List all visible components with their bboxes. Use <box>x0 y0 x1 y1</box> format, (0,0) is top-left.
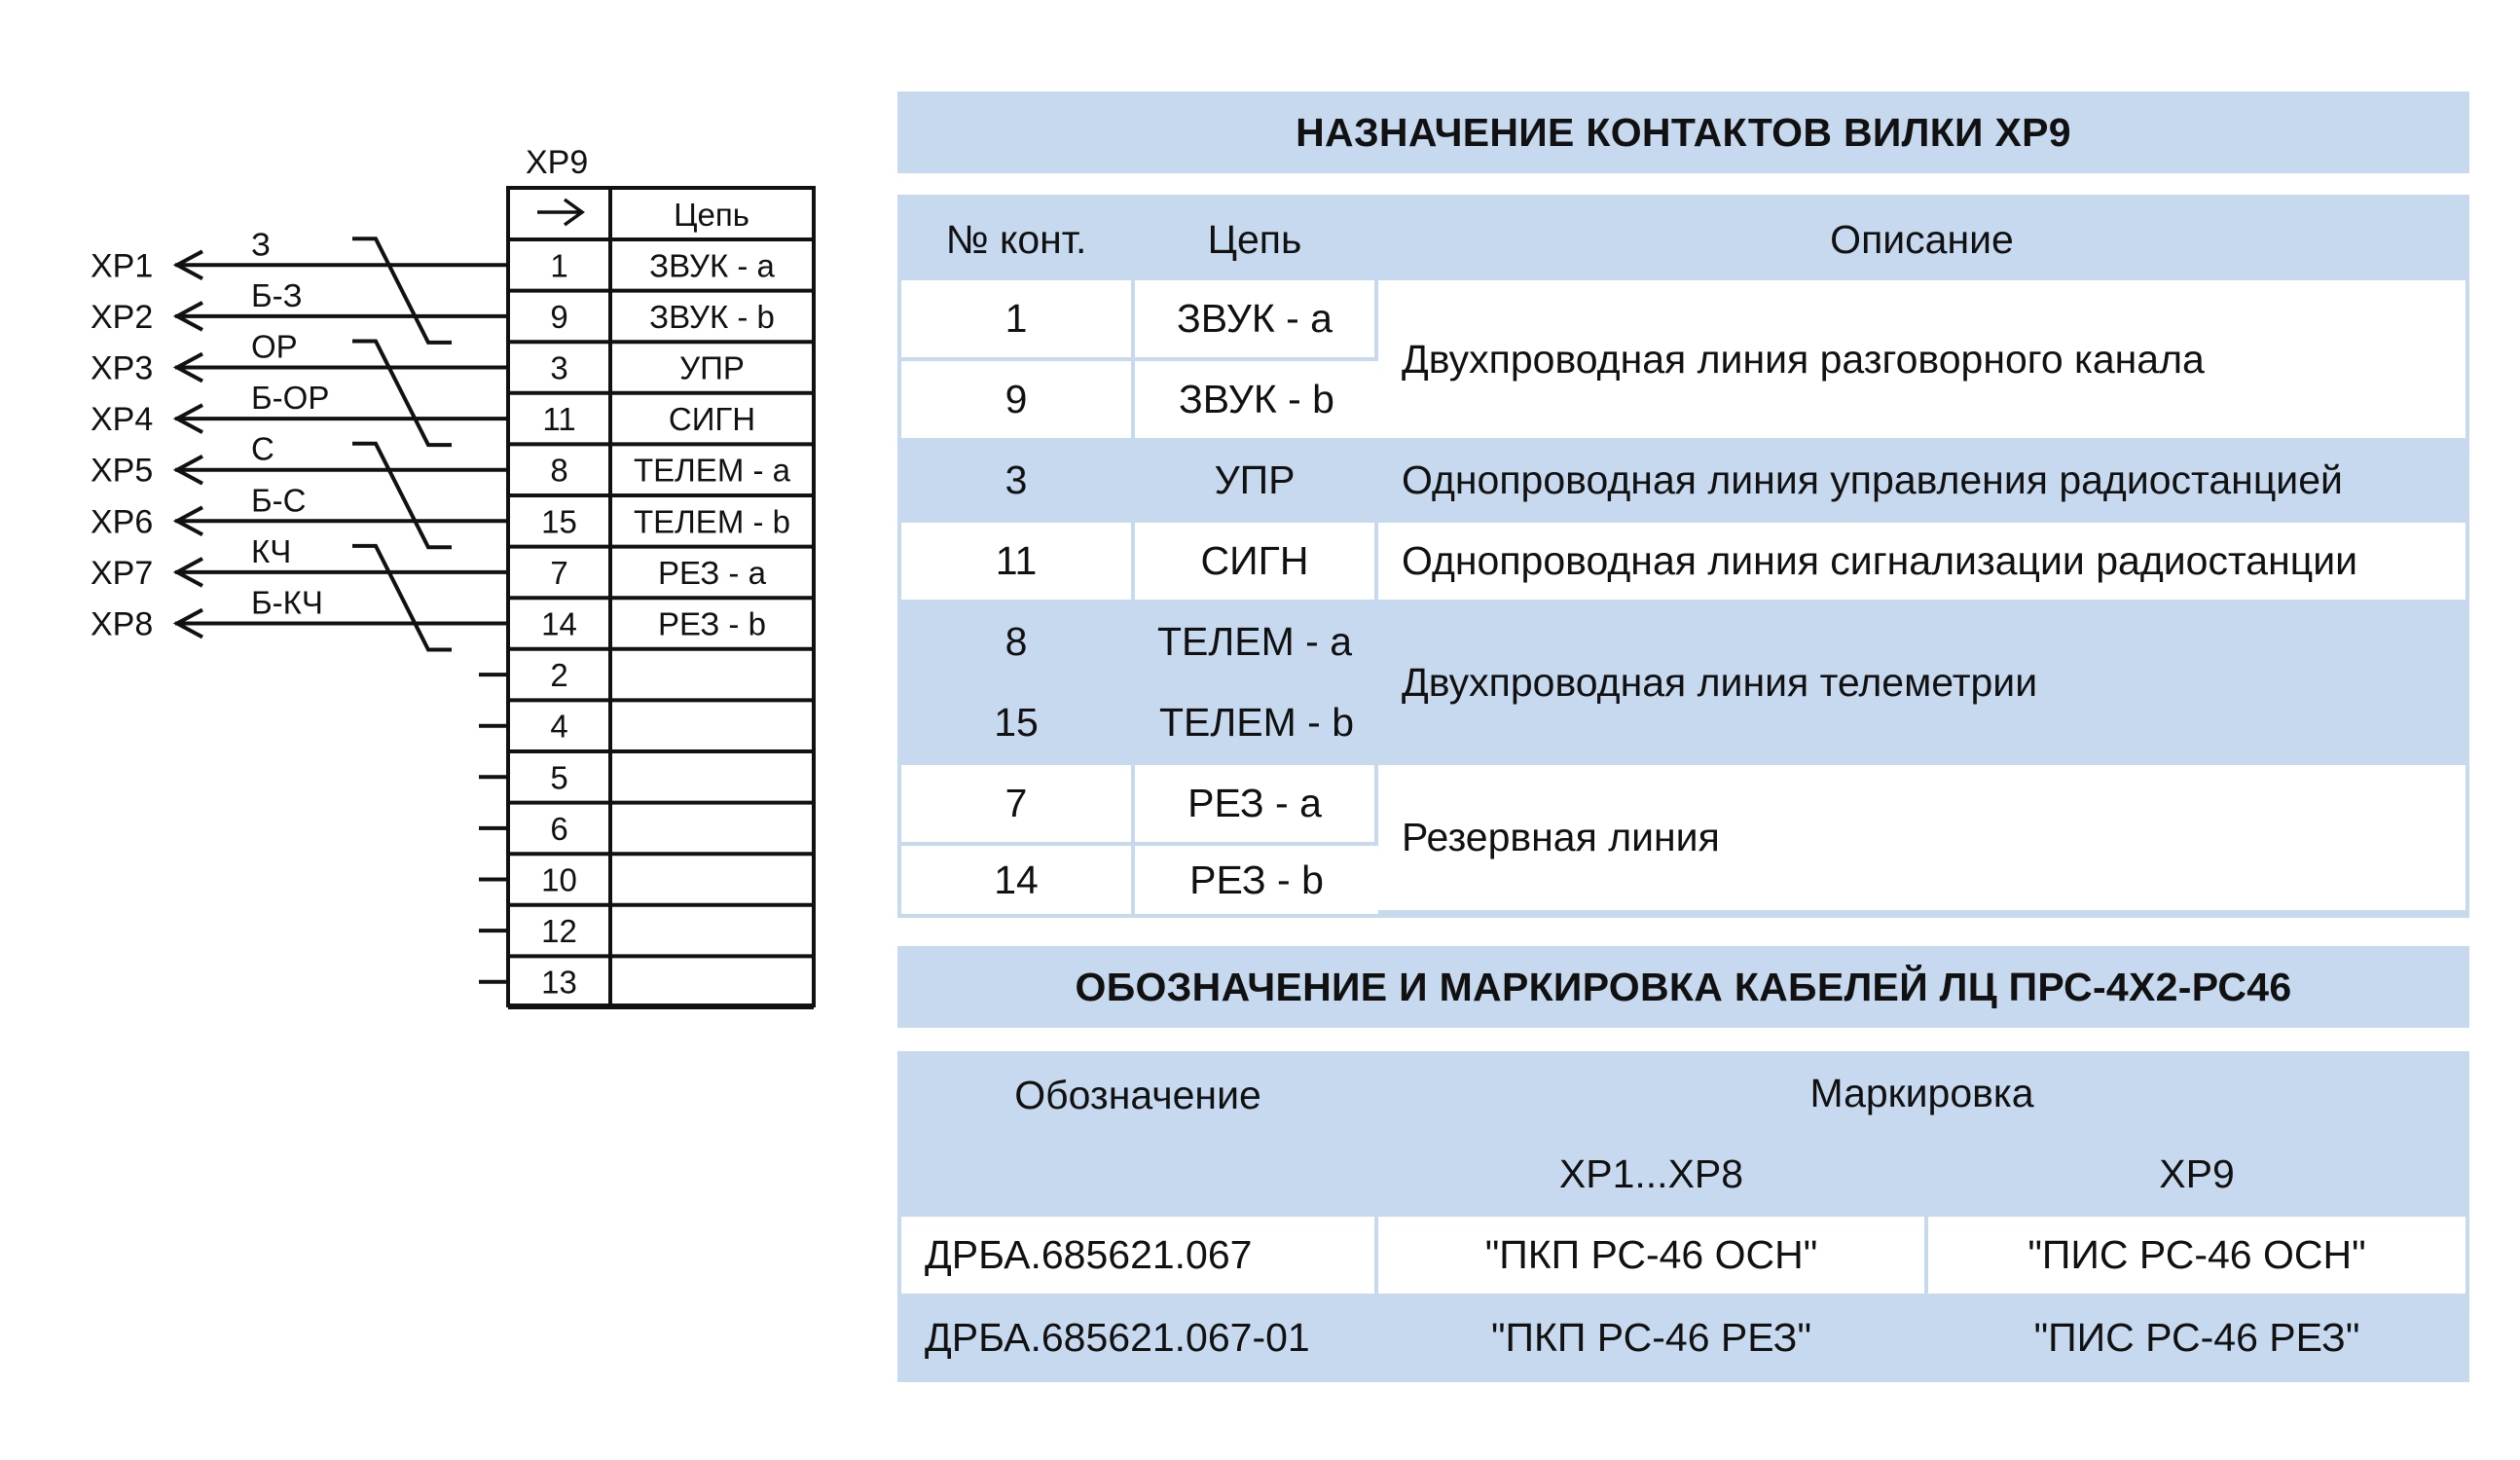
connector-pin-circuit: ТЕЛЕМ - b <box>633 503 791 540</box>
connector-pin-number: 10 <box>541 861 577 898</box>
pin-table-title: НАЗНАЧЕНИЕ КОНТАКТОВ ВИЛКИ ХР9 <box>897 91 2469 173</box>
wiring-diagram <box>0 0 876 1032</box>
connector-pin-number: 2 <box>550 657 568 694</box>
table-row <box>901 603 2465 684</box>
connector-pin-number: 11 <box>542 401 576 438</box>
plug-label: ХР2 <box>91 298 154 336</box>
column-header-xp9: ХР9 <box>1928 1136 2465 1217</box>
circuit-cell: ЗВУК - b <box>1135 361 1378 442</box>
wire-label: Б-З <box>251 276 303 313</box>
table-row <box>901 523 2465 603</box>
description-cell: Резервная линия <box>1378 765 2465 914</box>
column-header-xp1-8: ХР1...ХР8 <box>1378 1136 1928 1217</box>
plug-label: ХР5 <box>91 452 154 490</box>
wire-label: З <box>251 226 271 263</box>
circuit-cell: РЕЗ - a <box>1135 765 1378 846</box>
connector-pin-number: 15 <box>541 503 577 540</box>
table-header-row <box>901 1055 2465 1136</box>
circuit-cell: ТЕЛЕМ - a <box>1135 603 1378 684</box>
circuit-cell: ЗВУК - a <box>1135 280 1378 361</box>
connector-pin-number: 6 <box>550 810 568 847</box>
table-row <box>901 280 2465 361</box>
connector-label: ХР9 <box>526 144 589 181</box>
connector-pin-circuit: РЕЗ - a <box>658 554 766 591</box>
plug-label: ХР4 <box>91 401 154 439</box>
table-row <box>901 1217 2465 1297</box>
pin-cell: 14 <box>901 846 1135 914</box>
connector-pin-number: 5 <box>550 759 568 796</box>
pin-assignment-table <box>897 195 2469 918</box>
description-cell: Однопроводная линия сигнализации радиостанции <box>1378 523 2465 603</box>
connector-pin-circuit: УПР <box>679 349 745 386</box>
plug-label: ХР7 <box>91 554 154 592</box>
table-row <box>901 765 2465 846</box>
plug-label: ХР8 <box>91 605 154 643</box>
column-header-circuit: Цепь <box>1135 199 1378 280</box>
column-header-pin: № конт. <box>901 199 1135 280</box>
connector-pin-number: 14 <box>541 605 577 642</box>
wire-label: Б-ОР <box>251 380 330 417</box>
plug-label: ХР6 <box>91 503 154 541</box>
connector-pin-number: 1 <box>550 247 568 284</box>
pin-cell: 7 <box>901 765 1135 846</box>
pin-cell: 8 <box>901 603 1135 684</box>
designation-cell: ДРБА.685621.067-01 <box>901 1297 1378 1378</box>
cable-table-title: ОБОЗНАЧЕНИЕ И МАРКИРОВКА КАБЕЛЕЙ ЛЦ ПРС-4Х2-РС46 <box>897 946 2469 1028</box>
circuit-cell: СИГН <box>1135 523 1378 603</box>
pin-cell: 1 <box>901 280 1135 361</box>
pin-cell: 11 <box>901 523 1135 603</box>
pin-cell: 15 <box>901 684 1135 765</box>
pin-cell: 9 <box>901 361 1135 442</box>
column-header-marking: Маркировка <box>1378 1055 2465 1136</box>
circuit-cell: РЕЗ - b <box>1189 857 1324 902</box>
table-row <box>901 1297 2465 1378</box>
connector-pin-circuit: ЗВУК - b <box>649 298 775 335</box>
twisted-pair-mark <box>352 238 452 343</box>
connector-header-circuit: Цепь <box>674 197 749 233</box>
wire-label: ОР <box>251 328 298 365</box>
column-header-description: Описание <box>1830 216 2014 262</box>
table-subheader-row <box>901 1136 2465 1217</box>
empty-cell <box>901 1136 1378 1217</box>
connector-pin-number: 7 <box>550 554 568 591</box>
twisted-pair-mark <box>352 444 452 548</box>
cable-marking-table <box>897 1051 2469 1382</box>
wire-label: Б-С <box>251 482 307 519</box>
marking-xp9-cell: "ПИС РС-46 ОСН" <box>1928 1217 2465 1297</box>
circuit-cell: ТЕЛЕМ - b <box>1135 684 1378 765</box>
connector-pin-number: 8 <box>550 452 568 489</box>
twisted-pair-mark <box>352 342 452 446</box>
marking-xp1-8-cell: "ПКП РС-46 РЕЗ" <box>1378 1297 1928 1378</box>
description-cell: Двухпроводная линия телеметрии <box>1378 603 2465 765</box>
wire-label: Б-КЧ <box>251 584 323 621</box>
connector-pin-circuit: РЕЗ - b <box>658 605 766 642</box>
arrow-right-icon <box>537 200 582 225</box>
marking-xp1-8-cell: "ПКП РС-46 ОСН" <box>1378 1217 1928 1297</box>
designation-cell: ДРБА.685621.067 <box>901 1217 1378 1297</box>
marking-xp9-cell: "ПИС РС-46 РЕЗ" <box>2033 1315 2360 1360</box>
connector-pin-number: 12 <box>541 913 577 950</box>
column-header-designation: Обозначение <box>901 1055 1378 1136</box>
plug-label: ХР3 <box>91 349 154 387</box>
wire-label: КЧ <box>251 532 292 569</box>
connector-pin-number: 4 <box>550 708 568 745</box>
table-header-row <box>901 199 2465 280</box>
connector-pin-number: 3 <box>550 349 568 386</box>
connector-pin-number: 13 <box>541 964 577 1001</box>
description-cell: Двухпроводная линия разговорного канала <box>1378 280 2465 442</box>
connector-pin-circuit: ТЕЛЕМ - a <box>633 452 791 489</box>
circuit-cell: УПР <box>1135 442 1378 523</box>
pin-cell: 3 <box>901 442 1135 523</box>
connector-header <box>537 197 749 233</box>
connector-pin-number: 9 <box>550 298 568 335</box>
wire-label: С <box>251 430 274 467</box>
table-row <box>901 442 2465 523</box>
connector-pin-circuit: СИГН <box>668 401 756 438</box>
connector-pin-circuit: ЗВУК - a <box>649 247 775 284</box>
description-cell: Однопроводная линия управления радиостанцией <box>1378 442 2465 523</box>
twisted-pair-mark <box>352 546 452 650</box>
plug-label: ХР1 <box>91 247 154 285</box>
